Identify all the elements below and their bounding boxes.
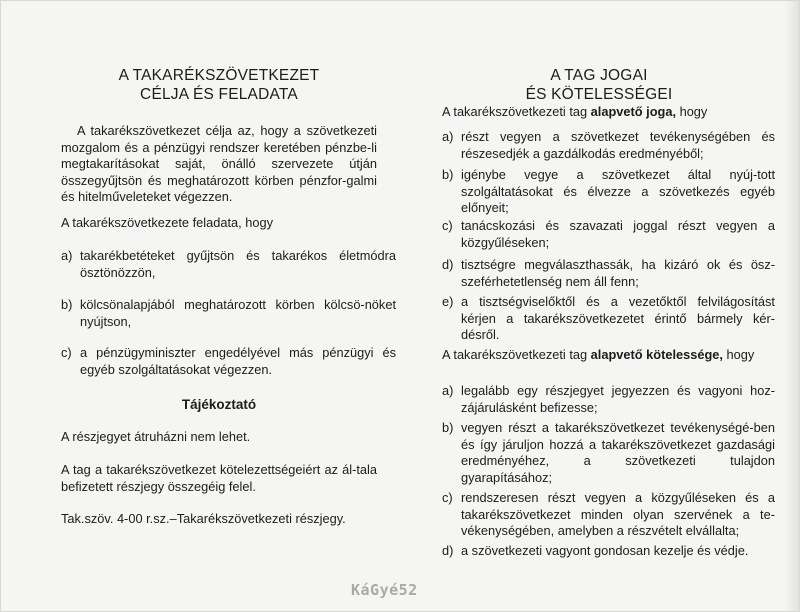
task-item-c-text: a pénzügyminiszter engedélyével más pénzügyi és egyéb szolgáltatásokat végezzen. (80, 345, 396, 377)
duties-lead-bold: alapvető kötelessége, (590, 347, 723, 362)
duty-item-b-mark: b) (442, 420, 454, 435)
task-item-c-mark: c) (61, 345, 72, 360)
task-item-c (61, 345, 396, 378)
right-item-a (442, 129, 775, 162)
purpose-paragraph: A takarékszövetkezet célja az, hogy a szövetkezeti mozgalom és a pénzügyi rendszer keretében pénzbe-li megtakarításokat saját, önálló szervezete útján összegyűjtsön és meghatározott körben pénzfor-galmi és hitelműveleteket végezzen. (61, 123, 377, 205)
duty-item-c-mark: c) (442, 490, 453, 505)
rights-lead-pre: A takarékszövetkezeti tag (442, 104, 591, 119)
right-item-d-text: tisztségre megválaszthassák, ha kizáró ok és ösz-szeférhetetlenség nem áll fenn; (461, 257, 775, 289)
right-item-d-mark: d) (442, 257, 454, 272)
right-title-line2: ÉS KÖTELESSÉGEI (525, 86, 673, 103)
duty-item-a (442, 383, 775, 416)
duty-item-d-mark: d) (442, 543, 454, 558)
info-line-2: A tag a takarékszövetkezet kötelezettségeiért az ál-tala befizetett részjegy összegéig felel. (61, 462, 377, 494)
rights-lead (442, 104, 756, 121)
task-item-b (61, 297, 396, 330)
right-item-a-text: részt vegyen a szövetkezet tevékenységében és részesedjék a gazdálkodás eredményéből; (461, 129, 775, 161)
right-item-c-mark: c) (442, 218, 453, 233)
right-item-c-text: tanácskozási és szavazati joggal részt vegyen a közgyűléseken; (461, 218, 775, 250)
info-line-3: Tak.szöv. 4-00 r.sz.–Takarékszövetkezeti részjegy. (61, 511, 346, 526)
task-item-b-text: kölcsönalapjából meghatározott körben kölcsö-nöket nyújtson, (80, 297, 396, 329)
duties-lead-post: hogy (722, 347, 755, 362)
right-item-c (442, 218, 775, 251)
left-title-line2: CÉLJA ÉS FELADATA (140, 86, 298, 103)
duty-item-d (442, 543, 775, 560)
duty-item-a-text: legalább egy részjegyet jegyezzen és vagyoni hoz-zájárulásként befizesse; (461, 383, 775, 415)
duty-item-c (442, 490, 775, 540)
rights-lead-bold: alapvető joga, (590, 104, 677, 119)
duty-item-a-mark: a) (442, 383, 454, 398)
info-heading: Tájékoztató (181, 397, 257, 412)
task-item-b-mark: b) (61, 297, 73, 312)
duty-item-b-text: vegyen részt a takarékszövetkezet tevékenységé-ben és így járuljon hozzá a takarékszövetkezet gazdasági eredményéhez, a szövetkezeti tulajdon gyarapításához; (461, 420, 775, 485)
watermark-text: KáGyé52 (351, 581, 418, 599)
duty-item-b (442, 420, 775, 486)
rights-lead-post: hogy (676, 104, 708, 119)
duties-lead (442, 347, 756, 364)
right-item-e (442, 294, 775, 344)
right-item-e-mark: e) (442, 294, 454, 309)
right-item-a-mark: a) (442, 129, 454, 144)
page-edge-shadow (785, 1, 799, 611)
left-title (61, 66, 377, 104)
right-item-d (442, 257, 775, 290)
right-item-e-text: a tisztségviselőktől és a vezetőktől felvilágosítást kérjen a takarékszövetkezetet érintő bármely kér-désről. (461, 294, 775, 343)
task-lead: A takarékszövetkezete feladata, hogy (61, 215, 273, 230)
right-title (442, 66, 756, 104)
info-line-1: A részjegyet átruházni nem lehet. (61, 429, 251, 444)
task-item-a-mark: a) (61, 248, 73, 263)
task-item-a (61, 248, 396, 281)
task-item-a-text: takarékbetéteket gyűjtsön és takarékos életmódra ösztönözzön, (80, 248, 396, 280)
right-item-b (442, 167, 775, 217)
duty-item-d-text: a szövetkezeti vagyont gondosan kezelje és védje. (461, 543, 749, 558)
duty-item-c-text: rendszeresen részt vegyen a közgyűléseken és a takarékszövetkezet minden olyan szervének a te-vékenységében, amelyben a részvételt elvállalta; (461, 490, 775, 539)
left-title-line1: A TAKARÉKSZÖVETKEZET (118, 67, 320, 84)
right-title-line1: A TAG JOGAI (550, 67, 648, 84)
right-item-b-text: igénybe vegye a szövetkezet által nyúj-tott szolgáltatásokat és élvezze a szövetkezés egyéb előnyeit; (461, 167, 775, 216)
duties-lead-pre: A takarékszövetkezeti tag (442, 347, 591, 362)
right-item-b-mark: b) (442, 167, 454, 182)
